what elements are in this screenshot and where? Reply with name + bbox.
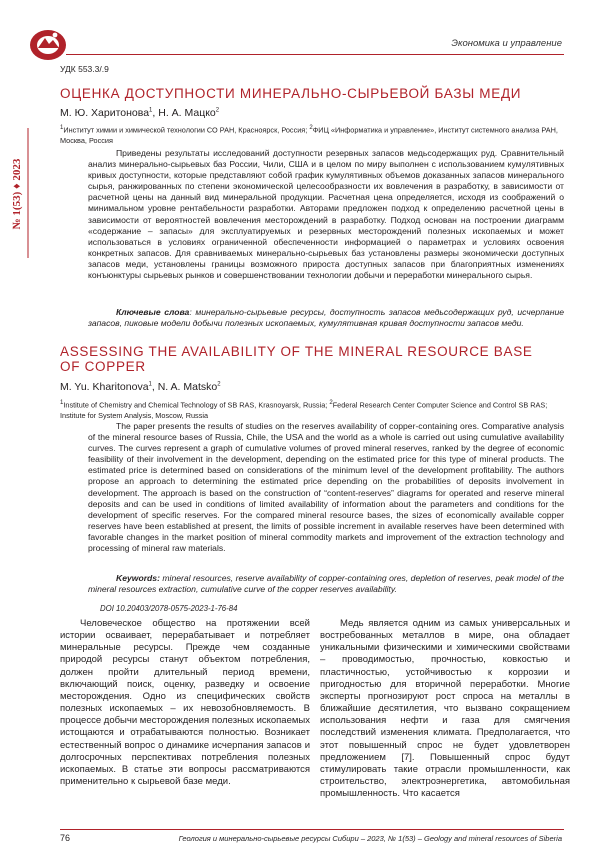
title-ru: ОЦЕНКА ДОСТУПНОСТИ МИНЕРАЛЬНО-СЫРЬЕВОЙ БАЗЫ МЕДИ: [60, 86, 521, 101]
keywords-text: mineral resources, reserve availability of copper-containing ores, depletion of reserves, peak model of the mineral resources extraction, cumulative curve of the copper reserves availability.: [88, 573, 564, 594]
body-paragraph: Медь является одним из самых универсальных и востребованных металлов в мире, она обладает уникальными физическими и химическими свойствами – проводимостью, прочностью, ковкостью и пластичностью, устойчивостью к коррозии и пригодностью для вторичной переработки. Многие эксперты прогнозируют рост спроса на металлы в ближайшие десятилетия, что вызвано сокращением использования нефти и газа для смягчения последствий изменения климата. Предполагается, что этот повышенный спрос не будет удовлетворен предложением [7]. Повышенный спрос будут стимулировать такие отрасли промышленности, как строительство, электроэнергетика, автомобильная промышленность. Что касается: [320, 618, 570, 800]
doi: DOI 10.20403/2078-0575-2023-1-76-84: [100, 604, 237, 613]
keywords-ru: [88, 307, 564, 329]
author-affiliation-mark: 1: [149, 382, 152, 388]
footer-rule: [60, 829, 564, 830]
author-separator: ,: [152, 107, 158, 119]
affiliations-ru: 1Институт химии и химической технологии СО РАН, Красноярск, Россия; 2ФИЦ «Информатика и управление», Институт системного анализа РАН, Москва, Россия: [60, 123, 564, 146]
authors-en: [60, 381, 221, 393]
abstract-ru: [88, 148, 564, 281]
author-name: М. Ю. Харитонова: [60, 107, 149, 119]
author-separator: ,: [152, 381, 158, 393]
section-name: Экономика и управление: [451, 38, 562, 49]
keywords-label: Ключевые слова: [116, 307, 189, 317]
author-name: N. A. Matsko: [158, 381, 218, 393]
issue-label: № 1(53) ♦ 2023: [11, 159, 23, 230]
header-rule: [66, 54, 564, 55]
abstract-en: [88, 421, 564, 554]
authors-ru: [60, 107, 219, 119]
abstract-text: Приведены результаты исследований доступности резервных запасов медьсодержащих руд. Сравнительный анализ минерально-сырьевых баз России, Чили, США и в целом по миру выполнен с использованием кумулятивных кривых доступности, которые представляют собой график кумулятивных объемов доказанных запасов минерального сырья, ранжированных по степени экономической целесообразности их вовлечения в разработку, в зависимости от расчетной цены на данный вид минеральной продукции. Расчетная цена определяется, исходя из соображений о минимальном уровне рентабельности разработки. Авторами предложен подход к определению расчетной цены в зависимости от вероятностей вовлечения месторождений в разработку. Подход основан на построении диаграмм «содержание – запасы» для эксплуатируемых и резервных месторождений полезных ископаемых и может использоваться в условиях ограниченной обеспеченности информацией о параметрах и условиях освоения конкретных запасов. Для сравниваемых минерально-сырьевых баз установлены размеры экономически доступных запасов меди, установлены границы возможного прироста доступных запасов при благоприятных изменениях конъюнктуры сырьевых рынков и совершенствовании технологии добычи и переработки минерального сырья.: [88, 148, 564, 281]
author-name: Н. А. Мацко: [158, 107, 216, 119]
udk-code: УДК 553.3/.9: [60, 64, 109, 74]
body-column-right: [320, 618, 570, 800]
keywords-label: Keywords:: [116, 573, 160, 583]
journal-logo-icon: [28, 26, 68, 62]
journal-name: Геология и минерально-сырьевые ресурсы Сибири – 2023, № 1(53) – Geology and mineral resources of Siberia: [179, 834, 562, 843]
author-affiliation-mark: 2: [216, 108, 219, 114]
author-name: M. Yu. Kharitonova: [60, 381, 149, 393]
keywords-text: : минерально-сырьевые ресурсы, доступность запасов медьсодержащих руд, исчерпание запасов, пиковые модели добычи полезных ископаемых, кумулятивная кривая доступности запасов меди.: [88, 307, 564, 328]
affiliations-en: 1Institute of Chemistry and Chemical Technology of SB RAS, Krasnoyarsk, Russia; 2Federal Research Center Computer Science and Control SB RAS; Institute for System Analysis, Moscow, Russia: [60, 398, 564, 421]
author-affiliation-mark: 1: [149, 108, 152, 114]
body-paragraph: Человеческое общество на протяжении всей истории осваивает, перерабатывает и потребляет минеральные ресурсы. Прежде чем созданные природой ресурсы станут объектом потребления, должен пройти длительный период времени, включающий поиск, оценку, разведку и освоение месторождения. Одно из специфических свойств полезных ископаемых – их невозобновляемость. В процессе добычи месторождения полезных ископаемых истощаются и отрабатываются полностью. Возникает естественный вопрос о динамике исчерпания запасов и долгосрочных перспективах потребления полезных ископаемых. В статье эти вопросы рассматриваются применительно к сырьевой базе меди.: [60, 618, 310, 788]
page-number: 76: [60, 833, 70, 843]
article-page: [0, 0, 600, 849]
title-en: ASSESSING THE AVAILABILITY OF THE MINERAL RESOURCE BASE OF COPPER: [60, 344, 540, 374]
abstract-text: The paper presents the results of studies on the reserves availability of copper-containing ores. Comparative analysis of the mineral resource bases of Russia, Chile, the USA and the world as a whole is carried out using cumulative availability curves. The curves represent a graph of cumulative volumes of proved mineral reserves, ranked by the degree of economic feasibility of their involvement in the development, depending on the estimated price for this type of mineral products. The estimated price is determined based on considerations of the minimum level of the development profitability. The authors propose an approach to determining the estimated price depending on the probabilities of deposits involvement in development. The approach is based on the construction of “content-reserves” diagrams for operated and reserve mineral deposits and can be used in conditions of limited availability of information about the parameters and conditions for the development of specific reserves. For the compared mineral resource bases, the sizes of economically available copper reserves have been established at present, the limits of possible increment in available reserves have been determined with favorable changes in the market position of mineral commodity markets and improvement of the extraction technology and processing of mineral raw materials.: [88, 421, 564, 554]
keywords-en: [88, 573, 564, 595]
body-column-left: [60, 618, 310, 788]
author-affiliation-mark: 2: [217, 382, 220, 388]
